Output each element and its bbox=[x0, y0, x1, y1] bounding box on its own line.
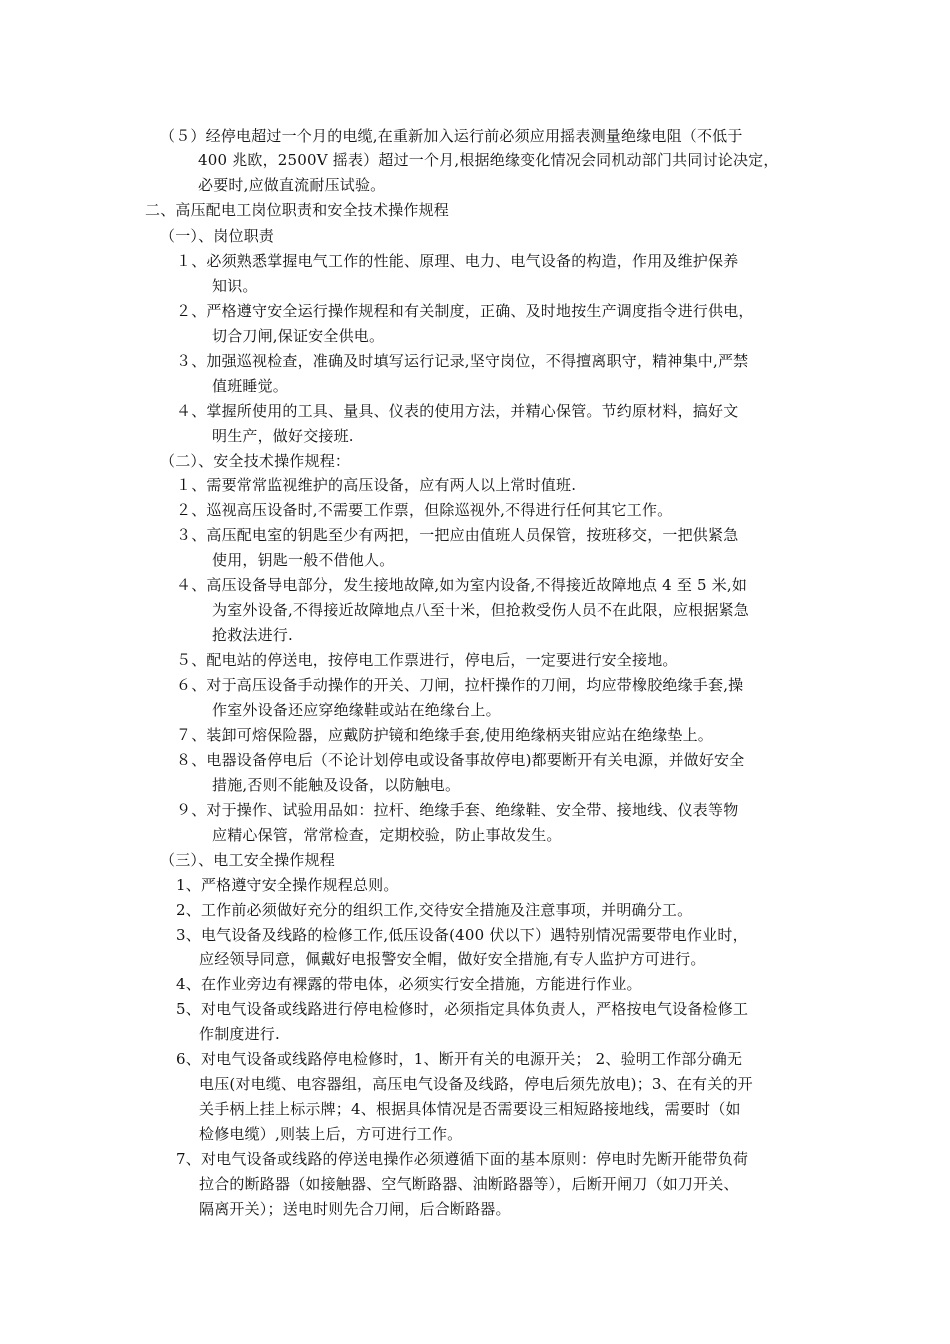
text-line: 为室外设备,不得接近故障地点八至十米，但抢救受伤人员不在此限，应根据紧急 bbox=[212, 601, 749, 619]
text-line: 1、严格遵守安全操作规程总则。 bbox=[176, 876, 399, 894]
text-line: ４、掌握所使用的工具、量具、仪表的使用方法，并精心保管。节约原材料，搞好文 bbox=[176, 402, 739, 420]
text-line: 应经领导同意，佩戴好电报警安全帽，做好安全措施,有专人监护方可进行。 bbox=[199, 950, 706, 968]
text-line: 作制度进行. bbox=[199, 1025, 280, 1043]
text-line: 关手柄上挂上标示牌；4、根据具体情况是否需要设三相短路接地线，需要时（如 bbox=[199, 1100, 741, 1118]
text-line: ７、装卸可熔保险器，应戴防护镜和绝缘手套,使用绝缘柄夹钳应站在绝缘垫上。 bbox=[176, 726, 713, 744]
text-line: 检修电缆）,则装上后，方可进行工作。 bbox=[199, 1125, 463, 1143]
text-line: 措施,否则不能触及设备，以防触电。 bbox=[212, 776, 461, 794]
text-line: ６、对于高压设备手动操作的开关、刀闸，拉杆操作的刀闸，均应带橡胶绝缘手套,操 bbox=[176, 676, 744, 694]
text-line: 作室外设备还应穿绝缘鞋或站在绝缘台上。 bbox=[212, 701, 501, 719]
text-line: 3、电气设备及线路的检修工作,低压设备(400 伏以下）遇特别情况需要带电作业时， bbox=[176, 926, 748, 944]
text-line: 使用，钥匙一般不借他人。 bbox=[212, 551, 395, 569]
text-line: 切合刀闸,保证安全供电。 bbox=[212, 327, 385, 345]
text-line: （５）经停电超过一个月的电缆,在重新加入运行前必须应用摇表测量绝缘电阻（不低于 bbox=[160, 127, 743, 145]
text-line: ４、高压设备导电部分，发生接地故障,如为室内设备,不得接近故障地点 4 至 5 米,如 bbox=[176, 576, 748, 594]
text-line: ８、电器设备停电后（不论计划停电或设备事故停电)都要断开有关电源，并做好安全 bbox=[176, 751, 745, 769]
text-line: 6、对电气设备或线路停电检修时，1、断开有关的电源开关； 2、验明工作部分确无 bbox=[176, 1050, 743, 1068]
section-heading: 二、高压配电工岗位职责和安全技术操作规程 bbox=[145, 201, 450, 219]
subsection-heading: （二）、安全技术操作规程： bbox=[160, 452, 351, 470]
text-line: ３、高压配电室的钥匙至少有两把，一把应由值班人员保管，按班移交，一把供紧急 bbox=[176, 526, 739, 544]
text-line: ９、对于操作、试验用品如：拉杆、绝缘手套、绝缘鞋、安全带、接地线、仪表等物 bbox=[176, 801, 739, 819]
text-line: ５、配电站的停送电，按停电工作票进行，停电后，一定要进行安全接地。 bbox=[176, 651, 678, 669]
text-line: 400 兆欧，2500V 摇表）超过一个月,根据绝缘变化情况会同机动部门共同讨论决定， bbox=[198, 151, 779, 169]
text-line: 隔离开关）；送电时则先合刀闸，后合断路器。 bbox=[199, 1200, 511, 1218]
text-line: ２、严格遵守安全运行操作规程和有关制度，正确、及时地按生产调度指令进行供电， bbox=[176, 302, 754, 320]
text-line: 7、对电气设备或线路的停送电操作必须遵循下面的基本原则：停电时先断开能带负荷 bbox=[176, 1150, 749, 1168]
text-line: 4、在作业旁边有裸露的带电体，必须实行安全措施，方能进行作业。 bbox=[176, 975, 642, 993]
text-line: １、必须熟悉掌握电气工作的性能、原理、电力、电气设备的构造，作用及维护保养 bbox=[176, 252, 739, 270]
subsection-heading: （一）、岗位职责 bbox=[160, 227, 275, 245]
text-line: 必要时,应做直流耐压试验。 bbox=[198, 176, 386, 194]
text-line: 2、工作前必须做好充分的组织工作,交待安全措施及注意事项，并明确分工。 bbox=[176, 901, 693, 919]
text-line: 应精心保管，常常检查，定期校验，防止事故发生。 bbox=[212, 826, 562, 844]
text-line: 知识。 bbox=[212, 277, 258, 295]
text-line: 5、对电气设备或线路进行停电检修时，必须指定具体负责人，严格按电气设备检修工 bbox=[176, 1000, 749, 1018]
text-line: 电压(对电缆、电容器组，高压电气设备及线路，停电后须先放电)；3、在有关的开 bbox=[199, 1075, 753, 1093]
text-line: 拉合的断路器（如接触器、空气断路器、油断路器等），后断开闸刀（如刀开关、 bbox=[199, 1175, 739, 1193]
text-line: １、需要常常监视维护的高压设备，应有两人以上常时值班. bbox=[176, 476, 577, 494]
subsection-heading: （三）、电工安全操作规程 bbox=[160, 851, 335, 869]
text-line: 明生产，做好交接班. bbox=[212, 427, 354, 445]
text-line: ３、加强巡视检查，准确及时填写运行记录,坚守岗位，不得擅离职守，精神集中,严禁 bbox=[176, 352, 749, 370]
text-line: 值班睡觉。 bbox=[212, 377, 289, 395]
text-line: 抢救法进行. bbox=[212, 626, 293, 644]
text-line: ２、巡视高压设备时,不需要工作票，但除巡视外,不得进行任何其它工作。 bbox=[176, 501, 673, 519]
